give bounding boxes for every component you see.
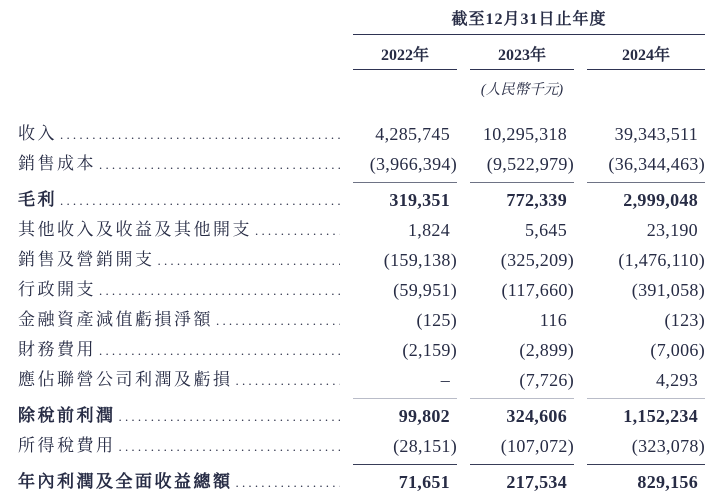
value-2022: 319,351 xyxy=(389,190,450,210)
dot-leader xyxy=(213,306,340,335)
row-label-text: 行政開支 xyxy=(18,280,96,299)
value-2023: (107,072) xyxy=(470,431,574,465)
row-label-text: 銷售及營銷開支 xyxy=(18,250,155,269)
row-label-text: 金融資產減值虧損淨額 xyxy=(18,310,213,329)
value-2022: (28,151) xyxy=(353,431,457,465)
value-2023: 116 xyxy=(539,310,567,330)
value-2022: 4,285,745 xyxy=(375,124,450,144)
value-2024: (36,344,463) xyxy=(587,149,705,183)
table-header-period-row xyxy=(18,6,705,35)
row-label-text: 銷售成本 xyxy=(18,154,96,173)
label-column-spacer xyxy=(18,6,340,35)
value-2024: 829,156 xyxy=(587,467,705,497)
table-row xyxy=(18,149,705,183)
period-header: 截至12月31日止年度 xyxy=(353,6,705,35)
value-2023: 772,339 xyxy=(506,190,567,210)
value-2023: (117,660) xyxy=(501,280,574,300)
dot-leader xyxy=(96,336,340,365)
table-row xyxy=(18,467,705,497)
value-2022: 99,802 xyxy=(398,406,450,426)
value-2022: 1,824 xyxy=(408,220,450,240)
table-row xyxy=(18,401,705,431)
value-2022: 71,651 xyxy=(353,467,457,497)
row-label xyxy=(18,245,340,275)
row-label-text: 收入 xyxy=(18,124,57,143)
dot-leader xyxy=(116,402,341,431)
row-label-text: 所得稅費用 xyxy=(18,436,116,455)
column-header-2024: 2024年 xyxy=(587,35,705,70)
row-label xyxy=(18,305,340,335)
value-2023: 217,534 xyxy=(470,467,574,497)
row-label xyxy=(18,401,340,431)
value-2024: (7,006) xyxy=(650,340,705,360)
table-row xyxy=(18,119,705,149)
table-row xyxy=(18,185,705,215)
table-header-years-row xyxy=(18,35,705,70)
row-label xyxy=(18,149,340,183)
dot-leader xyxy=(155,246,341,275)
table-row xyxy=(18,245,705,275)
value-2024: 39,343,511 xyxy=(614,124,698,144)
dot-leader xyxy=(57,120,340,149)
value-2024: 23,190 xyxy=(646,220,698,240)
row-label xyxy=(18,365,340,399)
row-label-text: 財務費用 xyxy=(18,340,96,359)
table-row xyxy=(18,215,705,245)
row-label xyxy=(18,275,340,305)
row-label xyxy=(18,335,340,365)
value-2023: 10,295,318 xyxy=(483,124,567,144)
value-2024: (391,058) xyxy=(631,280,705,300)
table-row xyxy=(18,275,705,305)
row-label xyxy=(18,431,340,465)
dot-leader xyxy=(252,216,340,245)
label-column-spacer xyxy=(18,35,340,70)
row-label-text: 其他收入及收益及其他開支 xyxy=(18,220,252,239)
row-label xyxy=(18,215,340,245)
column-header-2022: 2022年 xyxy=(353,35,457,70)
value-2022: (125) xyxy=(416,310,457,330)
dot-leader xyxy=(116,432,341,462)
dot-leader xyxy=(96,276,340,305)
value-2024: (1,476,110) xyxy=(618,250,705,270)
table-row xyxy=(18,335,705,365)
value-2022: (2,159) xyxy=(402,340,457,360)
table-header-unit-row xyxy=(18,70,705,99)
row-label-text: 毛利 xyxy=(18,190,57,209)
row-label-text: 年內利潤及全面收益總額 xyxy=(18,472,233,491)
value-2022: – xyxy=(353,365,457,399)
value-2024: 2,999,048 xyxy=(623,190,698,210)
table-body xyxy=(18,119,705,497)
dot-leader xyxy=(233,366,341,396)
row-label xyxy=(18,467,340,497)
row-label xyxy=(18,185,340,215)
value-2023: (7,726) xyxy=(470,365,574,399)
value-2022: (3,966,394) xyxy=(353,149,457,183)
table-row xyxy=(18,431,705,465)
value-2023: 5,645 xyxy=(525,220,567,240)
value-2024: (323,078) xyxy=(587,431,705,465)
income-statement-table xyxy=(18,6,705,497)
row-label-text: 除稅前利潤 xyxy=(18,406,116,425)
value-2022: (159,138) xyxy=(383,250,457,270)
dot-leader xyxy=(57,186,340,215)
value-2024: 1,152,234 xyxy=(623,406,698,426)
value-2024: (123) xyxy=(664,310,705,330)
dot-leader xyxy=(96,150,340,180)
value-2023: (2,899) xyxy=(519,340,574,360)
value-2023: (9,522,979) xyxy=(470,149,574,183)
currency-unit-note: (人民幣千元) xyxy=(480,82,564,98)
value-2024: 4,293 xyxy=(587,365,705,399)
row-label-text: 應佔聯營公司利潤及虧損 xyxy=(18,370,233,389)
table-row xyxy=(18,365,705,399)
label-column-spacer xyxy=(18,70,340,99)
column-header-2023: 2023年 xyxy=(470,35,574,70)
value-2022: (59,951) xyxy=(393,280,457,300)
table-row xyxy=(18,305,705,335)
value-2023: 324,606 xyxy=(506,406,567,426)
dot-leader xyxy=(233,468,341,497)
row-label xyxy=(18,119,340,149)
value-2023: (325,209) xyxy=(500,250,574,270)
